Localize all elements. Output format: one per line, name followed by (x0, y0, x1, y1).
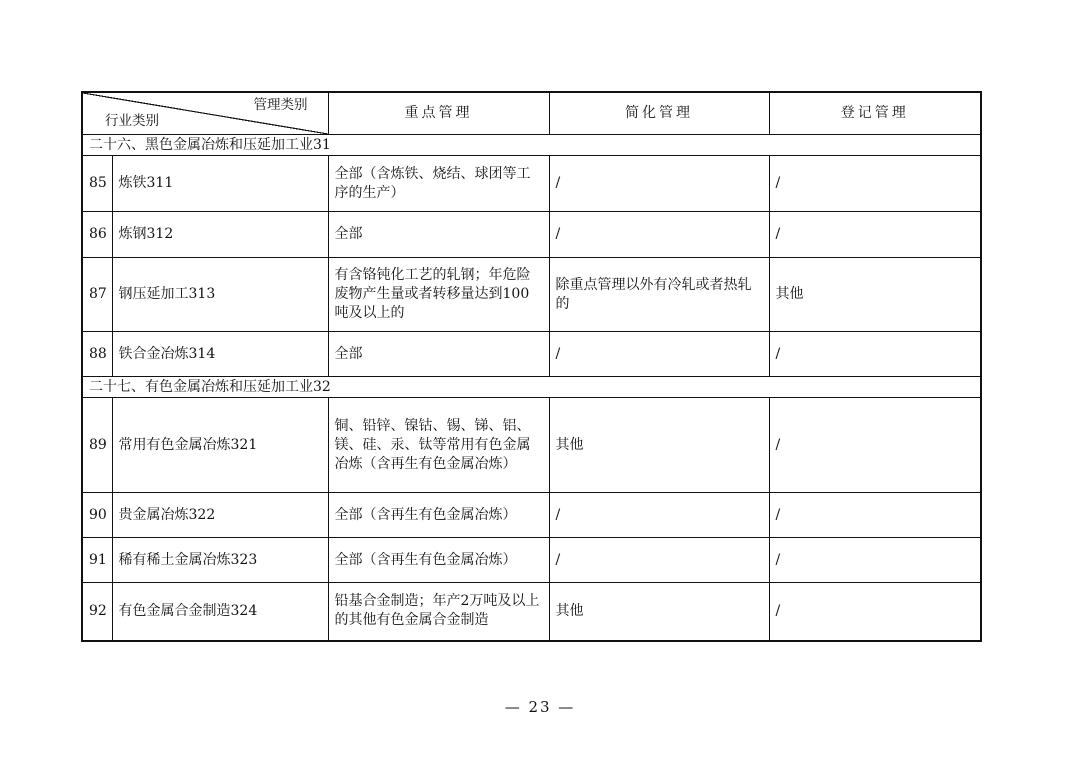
registration-management-cell: / (769, 398, 981, 493)
simplified-management-cell: / (549, 332, 769, 377)
table-row (82, 258, 981, 332)
industry-cell: 稀有稀土金属冶炼323 (112, 538, 328, 583)
key-management-cell: 铜、铅锌、镍钴、锡、锑、铝、镁、硅、汞、钛等常用有色金属冶炼（含再生有色金属冶炼） (328, 398, 549, 493)
table-row (82, 538, 981, 583)
registration-management-cell: / (769, 493, 981, 538)
key-management-header: 重点管理 (328, 92, 549, 135)
industry-cell: 贵金属冶炼322 (112, 493, 328, 538)
row-number: 90 (82, 493, 112, 538)
registration-management-cell: / (769, 332, 981, 377)
simplified-management-cell: / (549, 156, 769, 212)
registration-management-cell: 其他 (769, 258, 981, 332)
table-header-row (82, 92, 981, 135)
table-row (82, 156, 981, 212)
key-management-cell: 全部 (328, 212, 549, 258)
registration-management-header: 登记管理 (769, 92, 981, 135)
section-title: 二十六、黑色金属冶炼和压延加工业31 (82, 135, 981, 156)
page-number: — 23 — (504, 698, 576, 716)
registration-management-cell: / (769, 156, 981, 212)
simplified-management-cell: 除重点管理以外有冷轧或者热轧的 (549, 258, 769, 332)
simplified-management-cell: 其他 (549, 583, 769, 641)
diagonal-header-cell (82, 92, 328, 135)
table-row (82, 212, 981, 258)
table-row (82, 583, 981, 641)
key-management-cell: 全部（含再生有色金属冶炼） (328, 493, 549, 538)
table-row (82, 398, 981, 493)
management-category-table (81, 91, 982, 642)
table-row (82, 493, 981, 538)
industry-category-label: 行业类别 (105, 113, 159, 129)
industry-cell: 铁合金冶炼314 (112, 332, 328, 377)
industry-cell: 炼铁311 (112, 156, 328, 212)
row-number: 92 (82, 583, 112, 641)
simplified-management-cell: / (549, 493, 769, 538)
management-category-label: 管理类别 (253, 97, 308, 113)
key-management-cell: 全部 (328, 332, 549, 377)
section-row (82, 135, 981, 156)
simplified-management-cell: 其他 (549, 398, 769, 493)
key-management-cell: 有含铬钝化工艺的轧钢；年危险废物产生量或者转移量达到100吨及以上的 (328, 258, 549, 332)
row-number: 85 (82, 156, 112, 212)
simplified-management-header: 简化管理 (549, 92, 769, 135)
section-row (82, 377, 981, 398)
key-management-cell: 铅基合金制造；年产2万吨及以上的其他有色金属合金制造 (328, 583, 549, 641)
section-title: 二十七、有色金属冶炼和压延加工业32 (82, 377, 981, 398)
industry-cell: 常用有色金属冶炼321 (112, 398, 328, 493)
registration-management-cell: / (769, 583, 981, 641)
key-management-cell: 全部（含再生有色金属冶炼） (328, 538, 549, 583)
row-number: 89 (82, 398, 112, 493)
simplified-management-cell: / (549, 538, 769, 583)
row-number: 87 (82, 258, 112, 332)
simplified-management-cell: / (549, 212, 769, 258)
table-row (82, 332, 981, 377)
registration-management-cell: / (769, 212, 981, 258)
industry-cell: 钢压延加工313 (112, 258, 328, 332)
registration-management-cell: / (769, 538, 981, 583)
row-number: 88 (82, 332, 112, 377)
row-number: 86 (82, 212, 112, 258)
row-number: 91 (82, 538, 112, 583)
industry-cell: 有色金属合金制造324 (112, 583, 328, 641)
industry-cell: 炼钢312 (112, 212, 328, 258)
key-management-cell: 全部（含炼铁、烧结、球团等工序的生产） (328, 156, 549, 212)
